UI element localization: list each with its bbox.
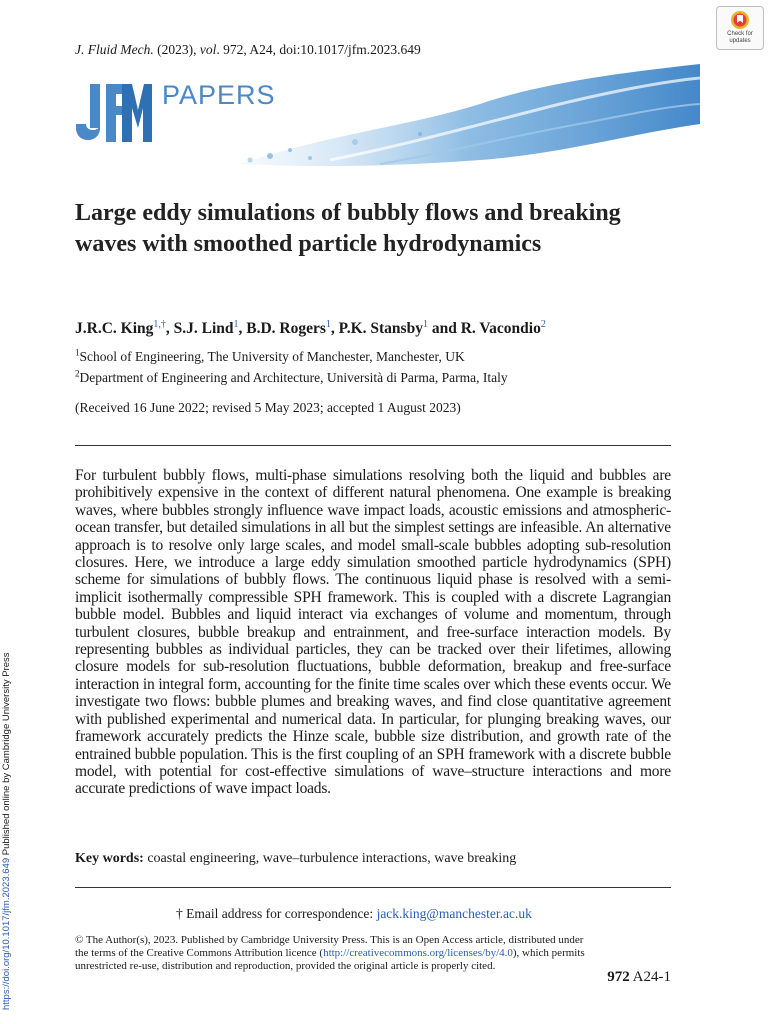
side-published-text: Published online by Cambridge University Press bbox=[1, 652, 12, 858]
affiliation-number: 1 bbox=[75, 347, 80, 358]
received-dates: (Received 16 June 2022; revised 5 May 2023; accepted 1 August 2023) bbox=[75, 400, 461, 415]
volume-label: vol bbox=[199, 42, 217, 57]
check-for-updates-line2: updates bbox=[729, 38, 751, 44]
page-article-number: A24-1 bbox=[629, 969, 671, 985]
abstract-bottom-rule bbox=[75, 887, 671, 888]
journal-doi: . 972, A24, doi:10.1017/jfm.2023.649 bbox=[216, 42, 421, 57]
side-publication-note bbox=[1, 650, 12, 1010]
author-affiliation-mark[interactable]: 1 bbox=[422, 318, 428, 330]
papers-logo-text: PAPERS bbox=[162, 80, 276, 110]
correspondence-label: † Email address for correspondence: bbox=[176, 906, 377, 921]
side-doi-link[interactable]: https://doi.org/10.1017/jfm.2023.649 bbox=[1, 857, 12, 1010]
author-name: R. Vacondio bbox=[460, 320, 541, 337]
author-separator: , bbox=[238, 320, 247, 337]
abstract-top-rule bbox=[75, 445, 671, 446]
author-separator: and bbox=[427, 320, 461, 337]
license-url-link[interactable]: http://creativecommons.org/licenses/by/4.0 bbox=[323, 947, 513, 960]
affiliation-number: 2 bbox=[75, 368, 80, 379]
check-for-updates-line1: Check for bbox=[727, 31, 753, 37]
jfm-logo bbox=[76, 84, 152, 142]
author-name: J.R.C. King bbox=[75, 320, 154, 337]
author-affiliation-mark[interactable]: 1 bbox=[325, 318, 331, 330]
journal-year: (2023), bbox=[153, 42, 200, 57]
page-number bbox=[607, 969, 671, 986]
license-text-end: ), which permits unrestricted re-use, distribution and reproduction, provided the original article is properly cited. bbox=[75, 947, 585, 973]
author-list bbox=[75, 320, 546, 338]
abstract-text: For turbulent bubbly flows, multi-phase simulations resolving both the liquid and bubbles are prohibitively expensive in the context of different natural phenomena. One example is breaking waves, where bubbles strongly influence wave impact loads, acoustic emissions and atmospheric-ocean transfer, but detailed simulations in all but the simplest settings are infeasible. An alternative approach is to resolve only large scales, and model small-scale bubbles adopting sub-resolution closures. Here, we introduce a large eddy simulation smoothed particle hydrodynamics (SPH) scheme for simulations of bubbly flows. The continuous liquid phase is resolved with a semi-implicit isothermally compressible SPH framework. This is coupled with a discrete Lagrangian bubble model. Bubbles and liquid interact via exchanges of volume and momentum, through turbulent closures, bubble breakup and entrainment, and free-surface interaction models. By representing bubbles as individual particles, they can be tracked over their lifetimes, allowing closure models for sub-resolution fluctuations, bubble deformation, breakup and free-surface interaction in integral form, accounting for the finite time scales over which these events occur. We investigate two flows: bubble plumes and breaking waves, and find close quantitative agreement with published experimental and numerical data. In particular, for plunging breaking waves, our framework accurately predicts the Hinze scale, bubble size distribution, and growth rate of the entrained bubble population. This is the first coupling of an SPH framework with a discrete bubble model, with potential for cost-effective simulations of wave–structure interactions and more accurate predictions of wave impact loads. bbox=[75, 467, 671, 798]
correspondence-email-link[interactable]: jack.king@manchester.ac.uk bbox=[376, 906, 532, 921]
journal-reference bbox=[75, 42, 421, 58]
license-text-start: © The Author(s), 2023. Published by Cambridge University Press. This is an Open Access article, distributed under the terms of the Creative Commons Attribution licence ( bbox=[75, 934, 584, 960]
check-for-updates-button[interactable] bbox=[716, 6, 764, 50]
author-separator: , bbox=[330, 320, 339, 337]
author-name: B.D. Rogers bbox=[246, 320, 326, 337]
author-affiliation-mark[interactable]: 1,† bbox=[153, 318, 166, 330]
author-affiliation-mark[interactable]: 1 bbox=[233, 318, 239, 330]
correspondence bbox=[176, 906, 532, 922]
crossmark-icon bbox=[730, 10, 750, 30]
affiliation-2 bbox=[75, 370, 508, 386]
affiliation-text: School of Engineering, The University of Manchester, Manchester, UK bbox=[79, 349, 465, 364]
author-affiliation-mark[interactable]: 2 bbox=[540, 318, 546, 330]
license-note bbox=[75, 934, 595, 974]
page-volume: 972 bbox=[607, 969, 630, 985]
journal-name: J. Fluid Mech. bbox=[75, 42, 154, 57]
keywords bbox=[75, 851, 516, 867]
author-name: P.K. Stansby bbox=[338, 320, 423, 337]
keywords-list: coastal engineering, wave–turbulence interactions, wave breaking bbox=[143, 851, 517, 866]
paper-title: Large eddy simulations of bubbly flows and breaking waves with smoothed particle hydrodynamics bbox=[75, 200, 621, 257]
author-name: S.J. Lind bbox=[173, 320, 234, 337]
affiliation-1 bbox=[75, 349, 465, 365]
keywords-label: Key words: bbox=[75, 851, 144, 866]
author-separator: , bbox=[165, 320, 174, 337]
affiliation-text: Department of Engineering and Architecture, Università di Parma, Parma, Italy bbox=[79, 370, 508, 385]
